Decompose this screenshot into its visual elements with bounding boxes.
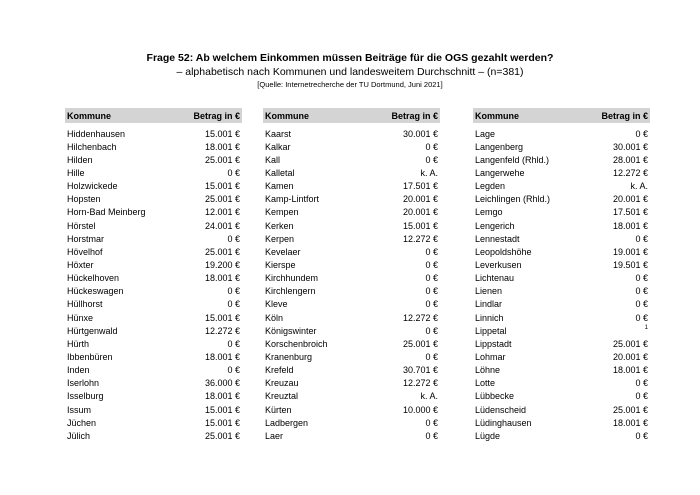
betrag-cell: k. A.: [420, 167, 438, 178]
table-header: [65, 108, 242, 123]
table-row: [473, 350, 650, 363]
betrag-cell: 19.501 €: [612, 259, 648, 270]
kommune-cell: Lippstadt: [475, 338, 512, 349]
table-row: [473, 180, 650, 193]
betrag-cell: 0 €: [425, 430, 438, 441]
betrag-cell: 25.001 €: [612, 338, 648, 349]
table-row: [473, 403, 650, 416]
kommune-cell: Hürtgenwald: [67, 325, 118, 336]
table-body: [473, 127, 650, 442]
table-row: [65, 390, 242, 403]
betrag-cell: 25.001 €: [612, 404, 648, 415]
betrag-cell: 12.001 €: [204, 207, 240, 218]
betrag-cell: 25.001 €: [204, 246, 240, 257]
table-row: [263, 272, 440, 285]
kommune-cell: Kirchlengern: [265, 286, 316, 297]
table-row: [473, 193, 650, 206]
table-row: [263, 311, 440, 324]
kommune-cell: Hille: [67, 167, 85, 178]
kommune-cell: Lage: [475, 128, 496, 139]
header-betrag: Betrag in €: [601, 110, 648, 121]
betrag-cell: 18.001 €: [204, 273, 240, 284]
kommune-cell: Köln: [265, 312, 284, 323]
kommune-cell: Horstmar: [67, 233, 105, 244]
kommune-cell: Langenfeld (Rhld.): [475, 154, 550, 165]
table-row: [263, 285, 440, 298]
table-row: [263, 377, 440, 390]
kommune-cell: Hürth: [67, 338, 90, 349]
table-row: [263, 232, 440, 245]
kommune-cell: Lohmar: [475, 351, 506, 362]
betrag-cell: 0 €: [635, 378, 648, 389]
kommune-cell: Lotte: [475, 378, 496, 389]
table-row: [263, 364, 440, 377]
table-row: [263, 206, 440, 219]
table-row: [65, 153, 242, 166]
kommune-cell: Hückeswagen: [67, 286, 124, 297]
kommune-cell: Löhne: [475, 365, 501, 376]
table-row: [65, 272, 242, 285]
table-row: [263, 258, 440, 271]
kommune-cell: Lemgo: [475, 207, 503, 218]
kommune-cell: Kempen: [265, 207, 299, 218]
betrag-cell: 20.001 €: [612, 194, 648, 205]
betrag-cell: 0 €: [635, 233, 648, 244]
betrag-cell: 12.272 €: [402, 233, 438, 244]
betrag-cell: 0 €: [425, 259, 438, 270]
kommune-cell: Leverkusen: [475, 259, 522, 270]
kommune-cell: Leopoldshöhe: [475, 246, 532, 257]
betrag-cell: 18.001 €: [612, 220, 648, 231]
betrag-cell: 18.001 €: [204, 351, 240, 362]
kommune-cell: Hünxe: [67, 312, 94, 323]
kommune-cell: Kamp-Lintfort: [265, 194, 320, 205]
kommune-cell: Ibbenbüren: [67, 351, 113, 362]
kommune-cell: Lennestadt: [475, 233, 520, 244]
betrag-cell: k. A.: [420, 391, 438, 402]
kommune-cell: Holzwickede: [67, 181, 118, 192]
betrag-cell: 20.001 €: [612, 351, 648, 362]
kommune-cell: Königswinter: [265, 325, 317, 336]
table-row: [65, 377, 242, 390]
table-row: [473, 219, 650, 232]
betrag-cell: 18.001 €: [612, 417, 648, 428]
table-row: [65, 258, 242, 271]
betrag-cell: 36.000 €: [204, 378, 240, 389]
kommune-cell: Langerwehe: [475, 167, 525, 178]
betrag-cell: 24.001 €: [204, 220, 240, 231]
kommune-cell: Kürten: [265, 404, 292, 415]
table-row: [263, 324, 440, 337]
kommune-cell: Hückelhoven: [67, 273, 120, 284]
kommune-cell: Lüdinghausen: [475, 417, 532, 428]
table-row: [263, 140, 440, 153]
kommune-cell: Kalletal: [265, 167, 295, 178]
table-row: [263, 337, 440, 350]
header-kommune: Kommune: [475, 110, 520, 121]
betrag-cell: 0 €: [425, 286, 438, 297]
betrag-cell: 0 €: [227, 365, 240, 376]
table-row: [263, 219, 440, 232]
header-kommune: Kommune: [67, 110, 112, 121]
betrag-cell: 15.001 €: [204, 181, 240, 192]
table-row: [473, 416, 650, 429]
header-betrag: Betrag in €: [193, 110, 240, 121]
betrag-cell: 0 €: [425, 299, 438, 310]
betrag-cell: 25.001 €: [204, 154, 240, 165]
table-row: [65, 350, 242, 363]
table-row: [65, 337, 242, 350]
kommune-cell: Korschenbroich: [265, 338, 328, 349]
table-row: [473, 245, 650, 258]
betrag-cell: 0 €: [635, 299, 648, 310]
kommune-cell: Krefeld: [265, 365, 294, 376]
betrag-cell: 15.001 €: [204, 417, 240, 428]
table-row: [65, 298, 242, 311]
kommune-cell: Kalkar: [265, 141, 291, 152]
betrag-cell: 12.272 €: [612, 167, 648, 178]
table-row: [263, 245, 440, 258]
table-row: [473, 298, 650, 311]
betrag-cell: 0 €: [635, 312, 648, 323]
betrag-cell: 25.001 €: [402, 338, 438, 349]
header-kommune: Kommune: [265, 110, 310, 121]
table-row: [263, 180, 440, 193]
table-row: [473, 127, 650, 140]
betrag-cell: 0 €: [227, 233, 240, 244]
kommune-cell: Kall: [265, 154, 281, 165]
table-column-3: [473, 108, 650, 442]
kommune-cell: Hövelhof: [67, 246, 103, 257]
betrag-cell: 0 €: [227, 167, 240, 178]
betrag-cell: 17.501 €: [612, 207, 648, 218]
page-subtitle: – alphabetisch nach Kommunen und landesweitem Durchschnitt – (n=381): [176, 66, 524, 78]
kommune-cell: Kleve: [265, 299, 288, 310]
table-row: [263, 403, 440, 416]
title-block: [0, 52, 700, 90]
kommune-cell: Kamen: [265, 181, 294, 192]
kommune-cell: Kevelaer: [265, 246, 301, 257]
kommune-cell: Jülich: [67, 430, 91, 441]
table-row: [65, 416, 242, 429]
kommune-cell: Lienen: [475, 286, 503, 297]
table-row: [65, 180, 242, 193]
betrag-cell: 12.272 €: [204, 325, 240, 336]
table-row: [65, 364, 242, 377]
table-row: [65, 166, 242, 179]
kommune-cell: Isselburg: [67, 391, 104, 402]
table-row: [473, 166, 650, 179]
table-row: [263, 390, 440, 403]
kommune-cell: Kierspe: [265, 259, 296, 270]
kommune-cell: Issum: [67, 404, 92, 415]
kommune-cell: Lengerich: [475, 220, 515, 231]
table-row: [263, 429, 440, 442]
kommune-cell: Höxter: [67, 259, 94, 270]
footnote-marker: 1: [644, 325, 648, 332]
table-row: [473, 206, 650, 219]
kommune-cell: Hüllhorst: [67, 299, 103, 310]
betrag-cell: 0 €: [425, 246, 438, 257]
table-row: [65, 219, 242, 232]
kommune-cell: Legden: [475, 181, 506, 192]
betrag-cell: 25.001 €: [204, 194, 240, 205]
kommune-cell: Hopsten: [67, 194, 101, 205]
betrag-cell: 0 €: [635, 391, 648, 402]
betrag-cell: 20.001 €: [402, 194, 438, 205]
kommune-cell: Kerken: [265, 220, 294, 231]
betrag-cell: 12.272 €: [402, 378, 438, 389]
betrag-cell: 0 €: [635, 273, 648, 284]
header-betrag: Betrag in €: [391, 110, 438, 121]
kommune-cell: Lichtenau: [475, 273, 515, 284]
betrag-cell: 0 €: [425, 351, 438, 362]
table-row: [263, 153, 440, 166]
kommune-cell: Linnich: [475, 312, 504, 323]
kommune-cell: Laer: [265, 430, 284, 441]
table-row: [473, 377, 650, 390]
kommune-cell: Lippetal: [475, 325, 507, 336]
table-header: [263, 108, 440, 123]
table-row: [65, 232, 242, 245]
table-row: [263, 298, 440, 311]
source-note: [Quelle: Internetrecherche der TU Dortmund, Juni 2021]: [257, 80, 443, 89]
betrag-cell: 0 €: [635, 128, 648, 139]
table-row: [65, 324, 242, 337]
betrag-cell: 0 €: [227, 286, 240, 297]
table-body: [65, 127, 242, 442]
table-row: [473, 429, 650, 442]
betrag-cell: 0 €: [635, 430, 648, 441]
table-header: [473, 108, 650, 123]
kommune-cell: Lübbecke: [475, 391, 515, 402]
table-row: [65, 429, 242, 442]
betrag-cell: 30.001 €: [612, 141, 648, 152]
kommune-cell: Inden: [67, 365, 90, 376]
table-column-1: [65, 108, 242, 442]
table-row: [65, 206, 242, 219]
table-row: [65, 285, 242, 298]
betrag-cell: 18.001 €: [204, 391, 240, 402]
kommune-cell: Hörstel: [67, 220, 96, 231]
table-row: [473, 337, 650, 350]
table-row: [473, 258, 650, 271]
kommune-cell: Langenberg: [475, 141, 524, 152]
betrag-cell: 0 €: [425, 417, 438, 428]
table-row: [473, 272, 650, 285]
betrag-cell: 18.001 €: [612, 365, 648, 376]
page-title: Frage 52: Ab welchem Einkommen müssen Beiträge für die OGS gezahlt werden?: [146, 52, 554, 64]
betrag-cell: 17.501 €: [402, 181, 438, 192]
table-row: [473, 285, 650, 298]
table-row: [473, 364, 650, 377]
betrag-cell: 28.001 €: [612, 154, 648, 165]
kommune-cell: Kreuzau: [265, 378, 299, 389]
kommune-cell: Hiddenhausen: [67, 128, 126, 139]
table-row: [473, 232, 650, 245]
table-body: [263, 127, 440, 442]
table-row: [473, 140, 650, 153]
table-row: [473, 153, 650, 166]
kommune-cell: Kranenburg: [265, 351, 313, 362]
kommune-cell: Kaarst: [265, 128, 292, 139]
kommune-cell: Iserlohn: [67, 378, 100, 389]
betrag-cell: 10.000 €: [402, 404, 438, 415]
betrag-cell: k. A.: [630, 181, 648, 192]
kommune-cell: Kerpen: [265, 233, 295, 244]
kommune-cell: Kirchhundem: [265, 273, 319, 284]
table-row: [65, 127, 242, 140]
betrag-cell: 0 €: [425, 325, 438, 336]
table-row: [473, 311, 650, 324]
kommune-cell: Lüdenscheid: [475, 404, 527, 415]
kommune-cell: Lügde: [475, 430, 501, 441]
betrag-cell: 19.200 €: [204, 259, 240, 270]
kommune-cell: Ladbergen: [265, 417, 309, 428]
kommune-cell: Jüchen: [67, 417, 97, 428]
betrag-cell: 0 €: [635, 286, 648, 297]
betrag-cell: 19.001 €: [612, 246, 648, 257]
table-row: [263, 416, 440, 429]
table-row: [473, 390, 650, 403]
table-row: [65, 245, 242, 258]
betrag-cell: 20.001 €: [402, 207, 438, 218]
kommune-cell: Leichlingen (Rhld.): [475, 194, 551, 205]
table-row: [65, 403, 242, 416]
table-column-2: [263, 108, 440, 442]
betrag-cell: 18.001 €: [204, 141, 240, 152]
table-row: [65, 140, 242, 153]
kommune-cell: Kreuztal: [265, 391, 299, 402]
betrag-cell: 30.001 €: [402, 128, 438, 139]
betrag-cell: 12.272 €: [402, 312, 438, 323]
betrag-cell: 25.001 €: [204, 430, 240, 441]
betrag-cell: 0 €: [227, 299, 240, 310]
betrag-cell: 0 €: [425, 273, 438, 284]
betrag-cell: 15.001 €: [402, 220, 438, 231]
table-row: [263, 193, 440, 206]
table-row: [65, 311, 242, 324]
kommune-cell: Hilden: [67, 154, 93, 165]
betrag-cell: 0 €: [425, 154, 438, 165]
table-row: [263, 166, 440, 179]
kommune-cell: Horn-Bad Meinberg: [67, 207, 146, 218]
betrag-cell: 30.701 €: [402, 365, 438, 376]
table-row: [473, 324, 650, 337]
kommune-cell: Hilchenbach: [67, 141, 117, 152]
betrag-cell: 15.001 €: [204, 312, 240, 323]
table-row: [263, 127, 440, 140]
betrag-cell: 15.001 €: [204, 404, 240, 415]
betrag-cell: 0 €: [425, 141, 438, 152]
kommune-cell: Lindlar: [475, 299, 503, 310]
table-row: [65, 193, 242, 206]
betrag-cell: 15.001 €: [204, 128, 240, 139]
betrag-cell: 0 €: [227, 338, 240, 349]
table-row: [263, 350, 440, 363]
